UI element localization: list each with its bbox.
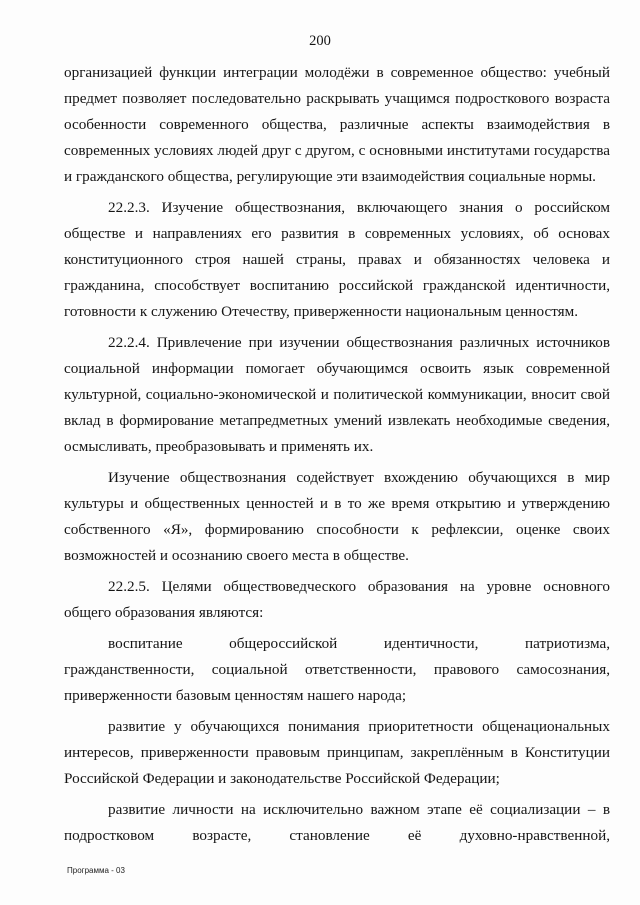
footer-label: Программа - 03 (67, 866, 125, 875)
document-body (64, 60, 610, 854)
paragraph-society-integration: организацией функции интеграции молодёжи в современное общество: учебный предмет позволяет последовательно раскрывать учащимся подросткового возраста особенности современного общества, различные аспекты взаимодействия в современных условиях людей друг с другом, с основными институтами государства и гражданского общества, регулирующие эти взаимодействия социальные нормы. (64, 64, 610, 185)
list-item-personality: развитие личности на исключительно важном этапе её социализации – в подростковом возрасте, становление её духовно-нравственной, (64, 801, 610, 844)
page-number: 200 (309, 33, 331, 49)
list-item-identity: воспитание общероссийской идентичности, патриотизма, гражданственности, социальной ответственности, правового самосознания, приверженности базовым ценностям нашего народа; (64, 635, 610, 704)
paragraph-22-2-4: 22.2.4. Привлечение при изучении обществознания различных источников социальной информации помогает обучающимся освоить язык современной культурной, социально-экономической и политической коммуникации, вносит свой вклад в формирование метапредметных умений извлекать необходимые сведения, осмысливать, преобразовывать и применять их. (64, 334, 610, 455)
paragraph-22-2-3: 22.2.3. Изучение обществознания, включающего знания о российском обществе и направлениях его развития в современных условиях, об основах конституционного строя нашей страны, правах и обязанностях человека и гражданина, способствует воспитанию российской гражданской идентичности, готовности к служению Отечеству, приверженности национальным ценностям. (64, 199, 610, 320)
list-item-national-interests: развитие у обучающихся понимания приоритетности общенациональных интересов, приверженности правовым принципам, закреплённым в Конституции Российской Федерации и законодательстве Российской Федерации; (64, 718, 610, 787)
paragraph-22-2-5: 22.2.5. Целями обществоведческого образования на уровне основного общего образования являются: (64, 578, 610, 621)
paragraph-values: Изучение обществознания содействует вхождению обучающихся в мир культуры и общественных ценностей и в то же время открытию и утверждению собственного «Я», формированию способности к рефлексии, оценке своих возможностей и осознанию своего места в обществе. (64, 469, 610, 564)
